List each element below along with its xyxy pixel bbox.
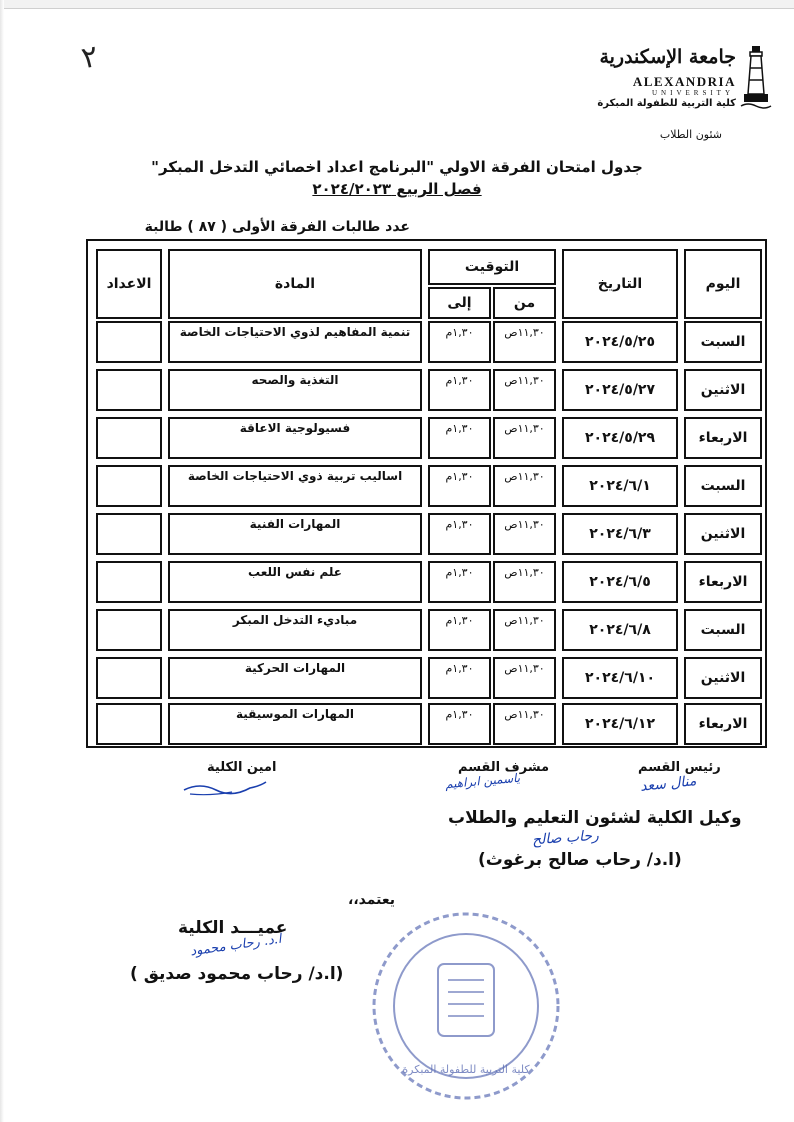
semester-label: فصل الربيع ٢٠٢٤/٢٠٢٣ xyxy=(312,180,482,198)
page-top-edge xyxy=(0,0,794,9)
row-day: الاثنين xyxy=(684,657,762,699)
header-to: إلى xyxy=(428,287,491,319)
row-time-to: ١,٣٠م xyxy=(428,417,491,459)
row-subject: اساليب تربية ذوي الاحتياجات الخاصة xyxy=(168,465,422,507)
row-date: ٢٠٢٤/٥/٢٧ xyxy=(562,369,678,411)
page-number: ٢ xyxy=(78,38,102,77)
row-day: الاثنين xyxy=(684,369,762,411)
row-time-from: ١١,٣٠ص xyxy=(493,561,556,603)
row-day: الاربعاء xyxy=(684,561,762,603)
row-time-from: ١١,٣٠ص xyxy=(493,369,556,411)
row-date: ٢٠٢٤/٦/١٢ xyxy=(562,703,678,745)
header-timing: التوقيت xyxy=(428,249,556,285)
lighthouse-icon xyxy=(740,44,772,110)
row-preparation xyxy=(96,465,162,507)
row-date: ٢٠٢٤/٥/٢٩ xyxy=(562,417,678,459)
row-time-to: ١,٣٠م xyxy=(428,561,491,603)
row-time-from: ١١,٣٠ص xyxy=(493,609,556,651)
row-date: ٢٠٢٤/٦/٣ xyxy=(562,513,678,555)
header-date: التاريخ xyxy=(562,249,678,319)
row-day: السبت xyxy=(684,321,762,363)
vice-dean-title: وكيل الكلية لشئون التعليم والطلاب xyxy=(448,808,742,828)
row-day: الاربعاء xyxy=(684,417,762,459)
faculty-name: كلية التربية للطفولة المبكرة xyxy=(597,98,736,109)
row-preparation xyxy=(96,561,162,603)
row-preparation xyxy=(96,657,162,699)
row-subject: علم نفس اللعب xyxy=(168,561,422,603)
header-day: اليوم xyxy=(684,249,762,319)
university-name-ar: جامعة الإسكندرية xyxy=(599,46,736,68)
faculty-secretary-label: امين الكلية xyxy=(207,760,277,775)
department-label: شئون الطلاب xyxy=(659,128,722,141)
row-time-to: ١,٣٠م xyxy=(428,321,491,363)
row-preparation xyxy=(96,321,162,363)
document-subtitle xyxy=(0,180,794,198)
row-subject: المهارات الموسيقية xyxy=(168,703,422,745)
row-preparation xyxy=(96,703,162,745)
university-logo xyxy=(592,40,772,120)
row-date: ٢٠٢٤/٦/٨ xyxy=(562,609,678,651)
dept-head-signature: منال سعد xyxy=(639,773,698,795)
document-title: جدول امتحان الفرقة الاولي "البرنامج اعداد اخصائي التدخل المبكر" xyxy=(151,158,643,176)
row-time-to: ١,٣٠م xyxy=(428,465,491,507)
header-subject: المادة xyxy=(168,249,422,319)
row-subject: التغذية والصحه xyxy=(168,369,422,411)
dept-head-label: رئيس القسم xyxy=(638,760,721,775)
row-time-to: ١,٣٠م xyxy=(428,657,491,699)
row-day: السبت xyxy=(684,609,762,651)
vice-dean-name: (ا.د/ رحاب صالح برغوث) xyxy=(478,850,682,870)
row-preparation xyxy=(96,513,162,555)
row-subject: فسيولوجية الاعاقة xyxy=(168,417,422,459)
dean-signature: ا.د. رحاب محمود xyxy=(189,931,283,960)
dean-name: (ا.د/ رحاب محمود صديق ) xyxy=(130,964,344,984)
row-day: الاربعاء xyxy=(684,703,762,745)
dept-supervisor-signature: ياسمين ابراهيم xyxy=(444,770,521,792)
exam-schedule-table xyxy=(86,239,767,748)
faculty-stamp-icon xyxy=(368,908,564,1104)
row-time-from: ١١,٣٠ص xyxy=(493,513,556,555)
row-time-from: ١١,٣٠ص xyxy=(493,703,556,745)
row-date: ٢٠٢٤/٦/١ xyxy=(562,465,678,507)
row-preparation xyxy=(96,369,162,411)
dean-title: عميـــد الكلية xyxy=(178,918,288,938)
row-time-to: ١,٣٠م xyxy=(428,369,491,411)
row-time-from: ١١,٣٠ص xyxy=(493,321,556,363)
row-time-to: ١,٣٠م xyxy=(428,513,491,555)
row-preparation xyxy=(96,417,162,459)
row-time-from: ١١,٣٠ص xyxy=(493,465,556,507)
university-sub-en: UNIVERSITY xyxy=(652,89,734,97)
row-preparation xyxy=(96,609,162,651)
row-date: ٢٠٢٤/٥/٢٥ xyxy=(562,321,678,363)
row-day: السبت xyxy=(684,465,762,507)
row-date: ٢٠٢٤/٦/١٠ xyxy=(562,657,678,699)
row-subject: تنمية المفاهيم لذوي الاحتياجات الخاصة xyxy=(168,321,422,363)
row-date: ٢٠٢٤/٦/٥ xyxy=(562,561,678,603)
dept-supervisor-label: مشرف القسم xyxy=(458,760,550,775)
row-time-from: ١١,٣٠ص xyxy=(493,657,556,699)
row-subject: المهارات الحركية xyxy=(168,657,422,699)
approve-label: يعتمد،، xyxy=(348,892,395,908)
vice-dean-signature: رحاب صالح xyxy=(531,827,600,849)
row-subject: المهارات الفنية xyxy=(168,513,422,555)
row-time-from: ١١,٣٠ص xyxy=(493,417,556,459)
row-subject: مباديء التدخل المبكر xyxy=(168,609,422,651)
row-day: الاثنين xyxy=(684,513,762,555)
header-preparation: الاعداد xyxy=(96,249,162,319)
faculty-secretary-signature-icon xyxy=(180,776,270,798)
university-name-en: ALEXANDRIA xyxy=(632,74,736,89)
header-from: من xyxy=(493,287,556,319)
student-count: عدد طالبات الفرقة الأولى ( ٨٧ ) طالبة xyxy=(144,219,410,235)
row-time-to: ١,٣٠م xyxy=(428,703,491,745)
stamp-text: كلية التربية للطفولة المبكرة xyxy=(402,1063,530,1076)
row-time-to: ١,٣٠م xyxy=(428,609,491,651)
